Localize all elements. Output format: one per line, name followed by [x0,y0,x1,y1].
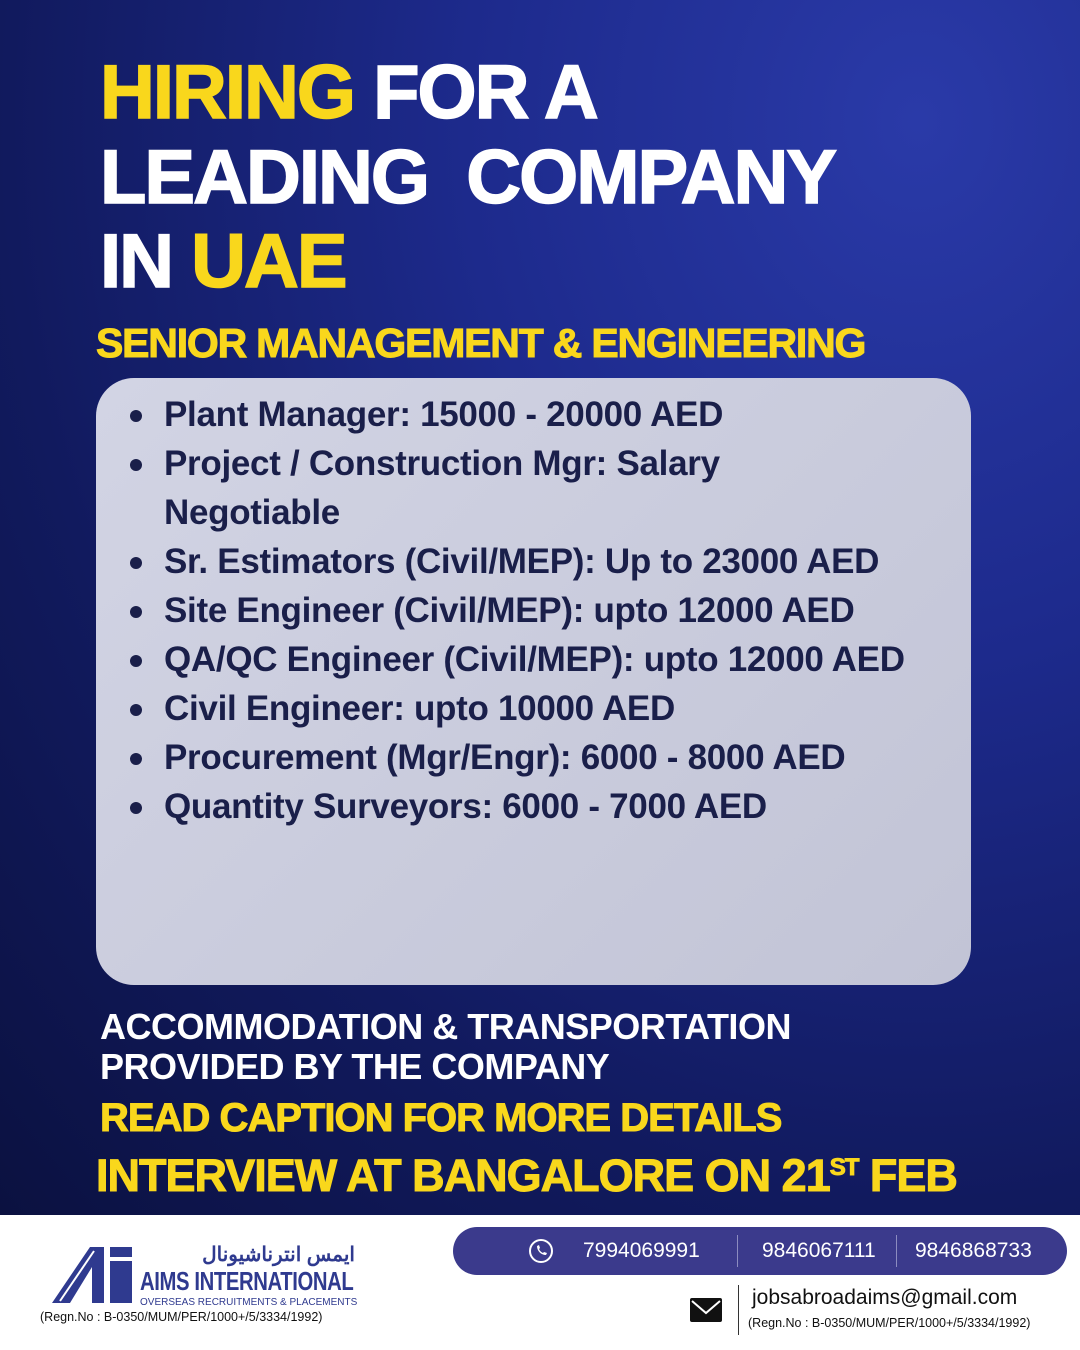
footer-regn: (Regn.No : B-0350/MUM/PER/1000+/5/3334/1992) [748,1316,1031,1330]
interview-month: FEB [869,1150,957,1201]
interview-sup: ST [829,1154,859,1181]
phone-icon [528,1238,554,1264]
footer-logo [40,1240,370,1330]
divider [737,1235,738,1267]
job-item: Civil Engineer: upto 10000 AED [130,684,951,733]
phone-number[interactable]: 7994069991 [583,1239,700,1262]
job-item: QA/QC Engineer (Civil/MEP): upto 12000 AED [130,635,930,684]
headline-line-2: LEADING COMPANY [100,135,836,220]
subheading: SENIOR MANAGEMENT & ENGINEERING [96,320,866,366]
job-item: Project / Construction Mgr: Salary Negotiable [130,439,810,537]
logo-name: AIMS INTERNATIONAL [140,1266,354,1296]
logo-regn: (Regn.No : B-0350/MUM/PER/1000+/5/3334/1992) [40,1310,323,1324]
phone-number[interactable]: 9846067111 [762,1239,876,1262]
interview-info [96,1150,957,1202]
headline-line-3 [100,219,346,304]
headline-hiring: HIRING [100,50,354,135]
headline-in: IN [100,219,172,304]
job-item: Quantity Surveyors: 6000 - 7000 AED [130,782,951,831]
divider [738,1285,739,1335]
jobs-card [96,378,971,985]
caption-note: READ CAPTION FOR MORE DETAILS [100,1096,782,1140]
headline-line-1 [100,50,597,135]
phone-bar [453,1227,1067,1275]
jobs-list [130,390,951,831]
phone-number[interactable]: 9846868733 [915,1239,1032,1262]
headline-uae: UAE [191,219,346,304]
job-item: Plant Manager: 15000 - 20000 AED [130,390,951,439]
logo-tagline: OVERSEAS RECRUITMENTS & PLACEMENTS [140,1297,358,1308]
benefits-line-2: PROVIDED BY THE COMPANY [100,1046,610,1087]
divider [896,1235,897,1267]
email-link[interactable]: jobsabroadaims@gmail.com [752,1286,1018,1309]
logo-arabic: ايمس انترناشيونال [202,1244,355,1266]
job-item: Site Engineer (Civil/MEP): upto 12000 AED [130,586,951,635]
job-item: Sr. Estimators (Civil/MEP): Up to 23000 AED [130,537,910,586]
interview-text: INTERVIEW AT BANGALORE ON 21 [96,1150,830,1201]
aims-logo-icon [52,1245,134,1305]
headline-for-a: FOR A [373,50,597,135]
job-item: Procurement (Mgr/Engr): 6000 - 8000 AED [130,733,900,782]
mail-icon [690,1298,722,1322]
benefits-line-1: ACCOMMODATION & TRANSPORTATION [100,1006,791,1047]
